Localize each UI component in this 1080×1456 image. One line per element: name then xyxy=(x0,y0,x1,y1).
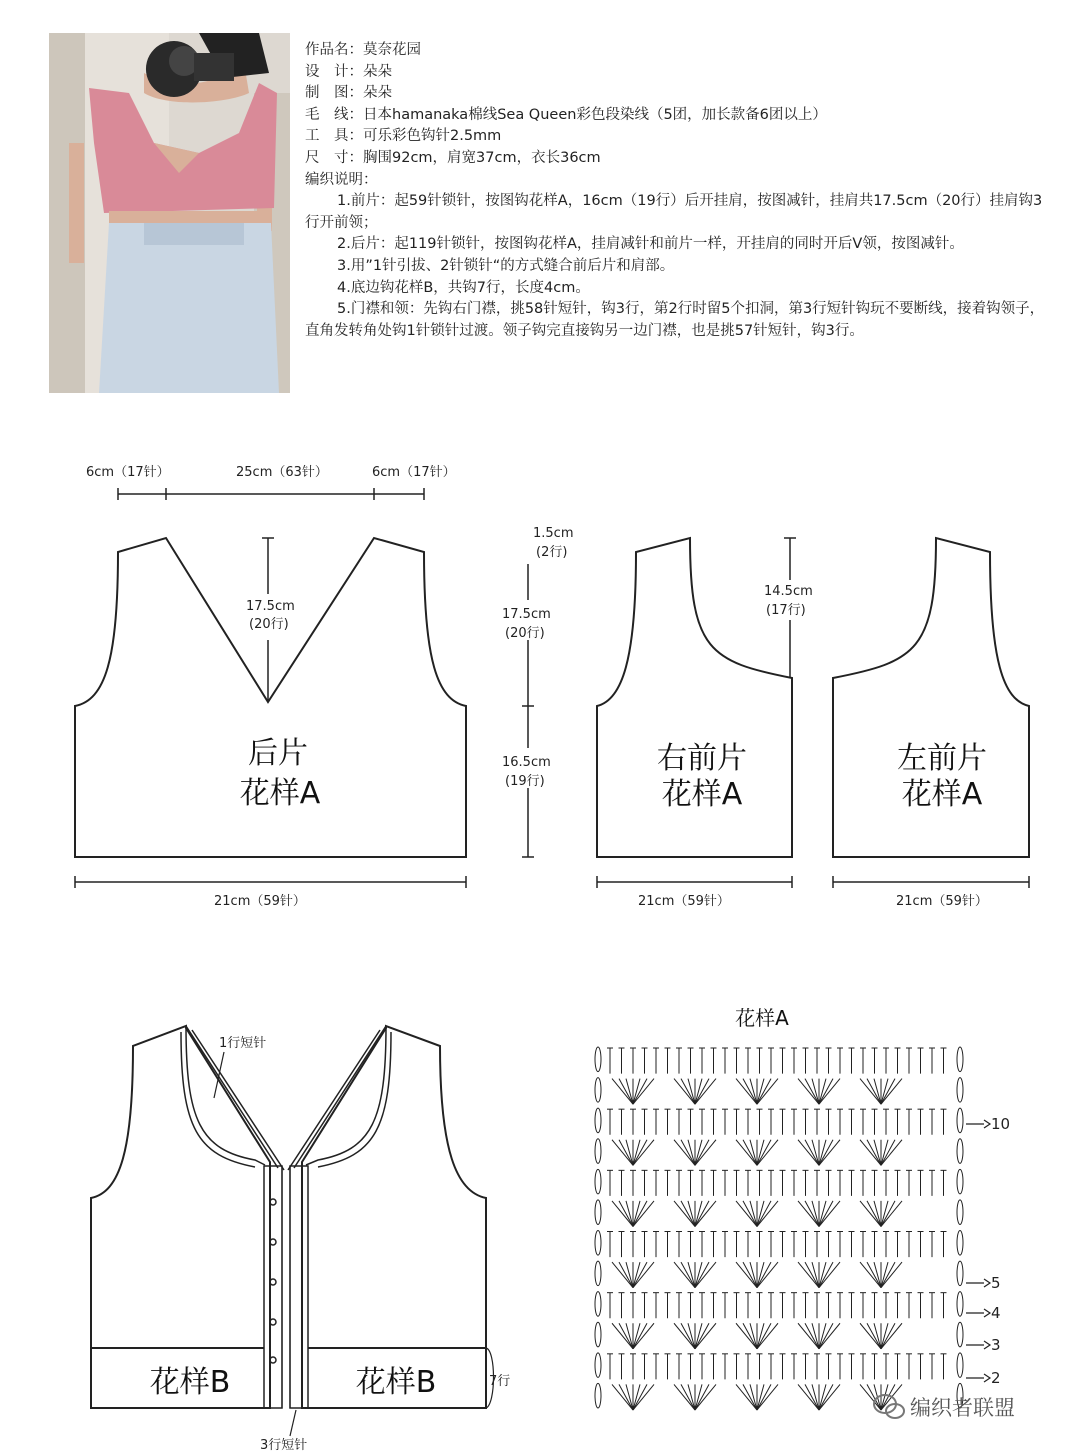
shell-stitch-symbol xyxy=(619,1201,633,1227)
shell-stitch-symbol xyxy=(743,1201,757,1227)
shell-stitch-symbol xyxy=(757,1079,771,1105)
collar-band-right-diag xyxy=(288,1026,386,1170)
shell-stitch-symbol xyxy=(743,1323,757,1349)
shell-stitch-symbol xyxy=(681,1201,695,1227)
design-value: 朵朵 xyxy=(363,63,392,80)
shell-stitch-symbol xyxy=(805,1323,819,1349)
row-label-5: 5 xyxy=(991,1274,1001,1292)
chain-stitch-symbol xyxy=(957,1078,963,1103)
tool-label: 工 具： xyxy=(305,128,363,145)
chain-stitch-symbol xyxy=(595,1261,601,1286)
shell-stitch-symbol xyxy=(633,1140,647,1166)
drawing-label: 制 图： xyxy=(305,85,363,102)
vdim-body: 16.5cm xyxy=(502,755,551,770)
title-label: 作品名： xyxy=(305,42,363,58)
vdim-armhole-rows: (20行) xyxy=(505,626,545,641)
step-1: 1.前片：起59针锁针，按图钩花样A，16cm（19行）后开挂肩，按图减针，挂肩共17.5cm（20行）挂肩钩3行开前领； xyxy=(305,193,1043,231)
shell-stitch-symbol xyxy=(681,1079,695,1105)
title-value: 莫奈花园 xyxy=(363,42,421,58)
shell-stitch-symbol xyxy=(881,1140,895,1166)
shell-stitch-symbol xyxy=(867,1201,881,1227)
chain-stitch-symbol xyxy=(595,1383,601,1408)
collar-band-right xyxy=(306,1026,391,1167)
dim-top-left: 6cm（17针） xyxy=(86,465,170,480)
shell-stitch-symbol xyxy=(681,1140,695,1166)
chat-bubble-icon xyxy=(872,1392,906,1422)
right-front-bottom-dimension xyxy=(597,876,792,888)
chain-stitch-symbol xyxy=(595,1078,601,1103)
shell-stitch-symbol xyxy=(681,1323,695,1349)
placket-left xyxy=(264,1166,282,1408)
shell-stitch-symbol xyxy=(881,1079,895,1105)
shell-stitch-symbol xyxy=(619,1262,633,1288)
chain-stitch-symbol xyxy=(595,1169,601,1194)
right-front-label: 右前片 xyxy=(657,741,747,776)
right-front-neck-rows: (17行) xyxy=(766,603,806,618)
left-front-label: 左前片 xyxy=(897,741,987,776)
shell-stitch-symbol xyxy=(819,1140,833,1166)
shell-stitch-symbol xyxy=(867,1079,881,1105)
chain-stitch-symbol xyxy=(957,1261,963,1286)
back-bottom-width: 21cm（59针） xyxy=(214,894,306,909)
chain-stitch-symbol xyxy=(595,1108,601,1133)
assembly-body-outline xyxy=(91,1026,270,1408)
right-front-neck-length: 14.5cm xyxy=(764,584,813,599)
shell-stitch-symbol xyxy=(819,1079,833,1105)
chain-stitch-symbol xyxy=(595,1139,601,1164)
shell-stitch-symbol xyxy=(695,1201,709,1227)
step-3: 3.用”1针引拔、2针锁针“的方式缝合前后片和肩部。 xyxy=(337,257,675,274)
row-label-3: 3 xyxy=(991,1336,1001,1354)
shell-stitch-symbol xyxy=(743,1140,757,1166)
back-piece-label: 后片 xyxy=(248,736,308,771)
chain-stitch-symbol xyxy=(957,1231,963,1256)
shell-stitch-symbol xyxy=(881,1262,895,1288)
vdim-body-rows: (19行) xyxy=(505,774,545,789)
left-front-bottom-dimension xyxy=(833,876,1029,888)
row-label-2: 2 xyxy=(991,1369,1001,1387)
row-markers xyxy=(966,1120,990,1382)
vdim-top: 1.5cm xyxy=(533,526,574,541)
chain-stitch-symbol xyxy=(957,1139,963,1164)
chain-stitch-symbol xyxy=(957,1169,963,1194)
right-front-pattern: 花样A xyxy=(661,777,743,812)
placket-right xyxy=(290,1166,308,1408)
shell-stitch-symbol xyxy=(805,1079,819,1105)
chain-stitch-symbol xyxy=(957,1353,963,1378)
shell-stitch-symbol xyxy=(819,1323,833,1349)
vertical-dimension-axis xyxy=(522,530,534,857)
shell-stitch-symbol xyxy=(695,1323,709,1349)
instructions-label: 编织说明： xyxy=(305,171,378,188)
size-label: 尺 寸： xyxy=(305,149,363,166)
shell-stitch-symbol xyxy=(805,1262,819,1288)
chain-stitch-symbol xyxy=(595,1292,601,1317)
left-front-bottom-width: 21cm（59针） xyxy=(896,894,988,909)
shell-stitch-symbol xyxy=(619,1079,633,1105)
back-neck-rows: (20行) xyxy=(249,617,289,632)
chain-stitch-symbol xyxy=(595,1322,601,1347)
shell-stitch-symbol xyxy=(757,1323,771,1349)
shell-stitch-symbol xyxy=(743,1262,757,1288)
step-4: 4.底边钩花样B，共钩7行，长度4cm。 xyxy=(337,279,590,296)
step-2: 2.后片：起119针锁针，按图钩花样A，挂肩减针和前片一样，开挂肩的同时开后V领，按图减针。 xyxy=(337,236,964,253)
step-5: 5.门襟和领：先钩右门襟，挑58针短针，钩3行，第2行时留5个扣洞，第3行短针钩玩不要断线，接着钩领子，直角发转角处钩1针锁针过渡。领子钩完直接钩另一边门襟，也是挑57针短针，钩3行。 xyxy=(305,301,1045,339)
yarn-value: 日本hamanaka棉线Sea Queen彩色段染线（5团，加长款备6团以上） xyxy=(363,106,827,123)
shell-stitch-symbol xyxy=(881,1201,895,1227)
left-front-pattern: 花样A xyxy=(901,777,983,812)
shell-stitch-symbol xyxy=(681,1262,695,1288)
vdim-armhole: 17.5cm xyxy=(502,607,551,622)
chain-stitch-symbol xyxy=(957,1200,963,1225)
dim-top-right: 6cm（17针） xyxy=(372,465,456,480)
yarn-label: 毛 线： xyxy=(305,106,363,123)
drawing-value: 朵朵 xyxy=(363,85,392,102)
chain-stitch-symbol xyxy=(957,1322,963,1347)
right-front-bottom-width: 21cm（59针） xyxy=(638,894,730,909)
shell-stitch-symbol xyxy=(757,1140,771,1166)
back-neck-length: 17.5cm xyxy=(246,599,295,614)
assembly-body-outline-right xyxy=(302,1026,486,1408)
watermark-text: 编织者联盟 xyxy=(910,1396,1015,1420)
band-right-label: 花样B xyxy=(355,1365,437,1400)
shell-stitch-symbol xyxy=(757,1262,771,1288)
shell-stitch-symbol xyxy=(633,1323,647,1349)
tool-value: 可乐彩色钩针2.5mm xyxy=(363,128,502,145)
shell-stitch-symbol xyxy=(757,1384,771,1410)
shell-stitch-symbol xyxy=(695,1140,709,1166)
placket-note-leader xyxy=(290,1410,296,1436)
shell-stitch-symbol xyxy=(633,1201,647,1227)
shell-stitch-symbol xyxy=(757,1201,771,1227)
collar-note: 1行短针 xyxy=(219,1036,267,1051)
pattern-a-title: 花样A xyxy=(735,1006,789,1030)
shell-stitch-symbol xyxy=(743,1384,757,1410)
row-label-10: 10 xyxy=(991,1115,1011,1133)
shell-stitch-symbol xyxy=(695,1384,709,1410)
shell-stitch-symbol xyxy=(695,1079,709,1105)
chain-stitch-symbol xyxy=(595,1047,601,1072)
shell-stitch-symbol xyxy=(633,1384,647,1410)
shell-stitch-symbol xyxy=(819,1262,833,1288)
chain-stitch-symbol xyxy=(957,1108,963,1133)
vdim-top-rows: (2行) xyxy=(536,545,568,560)
size-value: 胸围92cm，肩宽37cm，衣长36cm xyxy=(363,149,601,166)
shell-stitch-symbol xyxy=(805,1140,819,1166)
design-label: 设 计： xyxy=(305,63,363,80)
shell-stitch-symbol xyxy=(681,1384,695,1410)
shell-stitch-symbol xyxy=(867,1323,881,1349)
band-left-label: 花样B xyxy=(149,1365,231,1400)
shell-stitch-symbol xyxy=(867,1140,881,1166)
chain-stitch-symbol xyxy=(595,1231,601,1256)
assembly-garment xyxy=(91,1026,486,1408)
back-top-dimension xyxy=(118,488,424,500)
shell-stitch-symbol xyxy=(743,1079,757,1105)
shell-stitch-symbol xyxy=(819,1384,833,1410)
chain-stitch-symbol xyxy=(957,1047,963,1072)
shell-stitch-symbol xyxy=(633,1079,647,1105)
shell-stitch-symbol xyxy=(881,1323,895,1349)
dim-top-mid: 25cm（63针） xyxy=(236,465,328,480)
chain-stitch-symbol xyxy=(957,1292,963,1317)
stitch-chart xyxy=(595,1047,963,1410)
row-label-4: 4 xyxy=(991,1304,1001,1322)
shell-stitch-symbol xyxy=(619,1323,633,1349)
shell-stitch-symbol xyxy=(633,1262,647,1288)
chain-stitch-symbol xyxy=(595,1200,601,1225)
shell-stitch-symbol xyxy=(819,1201,833,1227)
band-rows-label: 7行 xyxy=(489,1374,511,1389)
shell-stitch-symbol xyxy=(805,1384,819,1410)
shell-stitch-symbol xyxy=(619,1140,633,1166)
back-piece-pattern: 花样A xyxy=(239,776,321,811)
shell-stitch-symbol xyxy=(805,1201,819,1227)
shell-stitch-symbol xyxy=(695,1262,709,1288)
chain-stitch-symbol xyxy=(595,1353,601,1378)
shell-stitch-symbol xyxy=(619,1384,633,1410)
back-bottom-dimension xyxy=(75,876,466,888)
shell-stitch-symbol xyxy=(867,1262,881,1288)
placket-note: 3行短针 xyxy=(260,1438,308,1453)
